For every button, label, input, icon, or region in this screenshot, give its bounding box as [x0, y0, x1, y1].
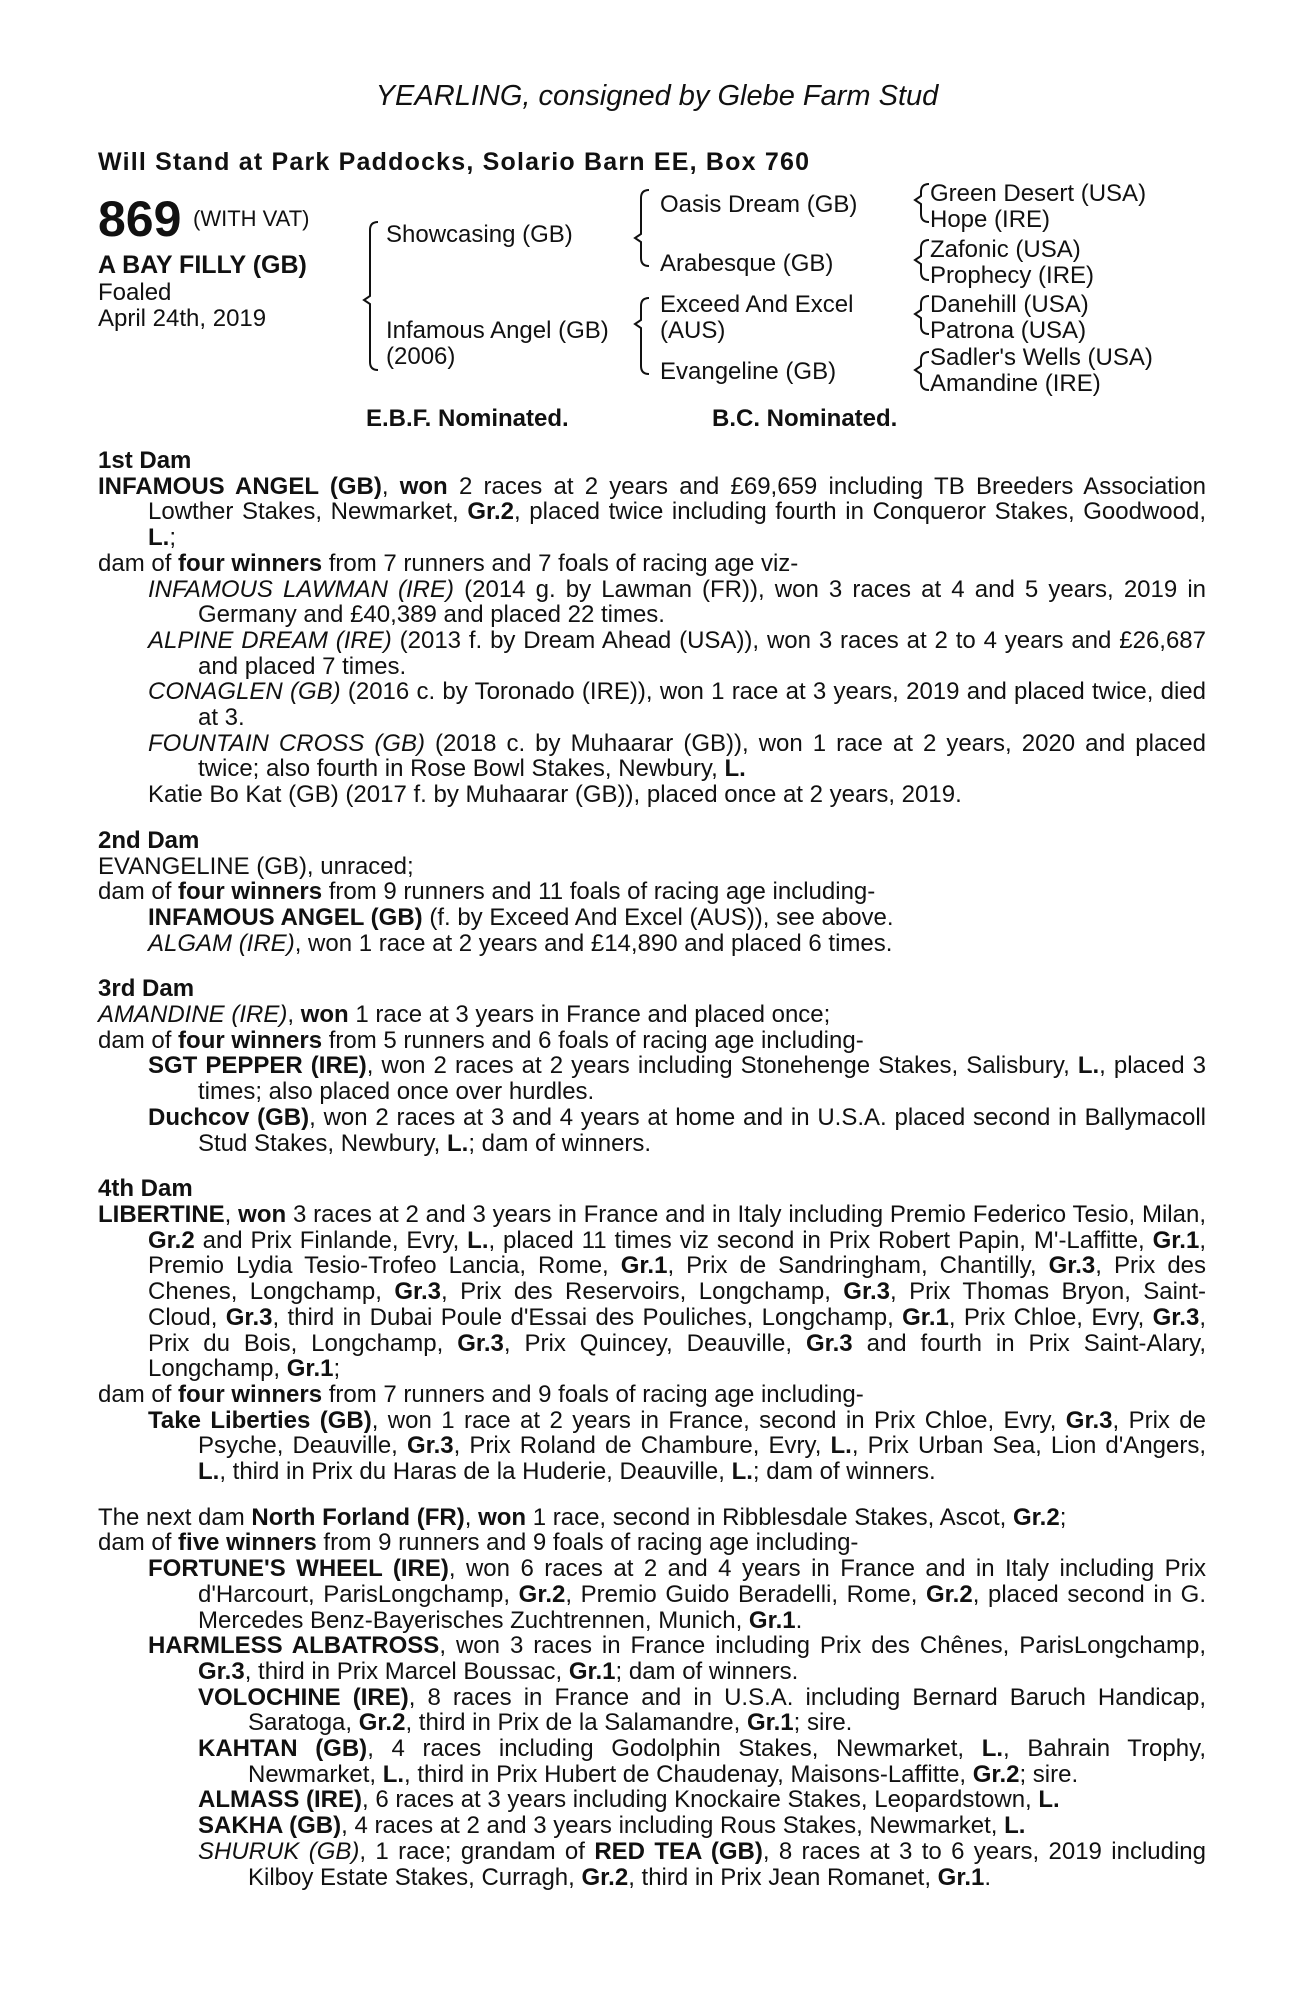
pedigree-g5: Danehill (USA)	[930, 291, 1089, 318]
won-label: won	[399, 472, 448, 500]
pedigree-sire-sire: Oasis Dream (GB)	[660, 191, 858, 218]
fourth-dam-heading: 4th Dam	[98, 1175, 193, 1203]
lot-name: A BAY FILLY (GB)	[98, 251, 307, 279]
first-dam-name: INFAMOUS ANGEL (GB)	[98, 472, 382, 500]
produce-entry: Take Liberties (GB), won 1 race at 2 years in France, second in Prix Chloe, Evry, Gr.3, Prix de Psyche, Deauville, Gr.3, Prix Roland de Chambure, Evry, L., Prix Urban Sea, Lion d'Angers, L., third in Prix du Haras de la Huderie, Deauville, L.; dam of winners.	[148, 1406, 1207, 1486]
foaled-label: Foaled	[98, 279, 172, 306]
page-title: YEARLING, consigned by Glebe Farm Stud	[375, 80, 939, 112]
produce-entry: SGT PEPPER (IRE), won 2 races at 2 years including Stonehenge Stakes, Salisbury, L., placed 3 times; also placed once over hurdles.	[148, 1052, 1206, 1106]
foaled-date: April 24th, 2019	[98, 305, 267, 332]
ebf-nominated: E.B.F. Nominated.	[366, 405, 569, 432]
pedigree-g6: Patrona (USA)	[930, 317, 1087, 344]
third-dam-record: AMANDINE (IRE), won 1 race at 3 years in France and placed once;	[98, 1001, 831, 1029]
produce-entry: ALGAM (IRE), won 1 race at 2 years and £14,890 and placed 6 times.	[148, 929, 893, 957]
first-dam-record: INFAMOUS ANGEL (GB), won 2 races at 2 years and £69,659 including TB Breeders Association Lowther Stakes, Newmarket, Gr.2, placed twice including fourth in Conqueror Stakes, Goodwood, L.;	[98, 472, 1207, 552]
second-dam-produce-summary: dam of four winners from 9 runners and 11 foals of racing age including-	[98, 878, 876, 906]
produce-entry: HARMLESS ALBATROSS, won 3 races in France including Prix des Chênes, ParisLongchamp, Gr.3, third in Prix Marcel Boussac, Gr.1; dam of winners.	[148, 1632, 1207, 1685]
fourth-dam-produce-summary: dam of four winners from 7 runners and 9 foals of racing age including-	[98, 1380, 864, 1408]
produce-entry: FORTUNE'S WHEEL (IRE), won 6 races at 2 and 4 years in France and in Italy including Prix d'Harcourt, ParisLongchamp, Gr.2, Premio Guido Beradelli, Rome, Gr.2, placed second in G. Mercedes Benz-Bayerisches Zuchtrennen, Munich, Gr.1.	[148, 1555, 1207, 1634]
produce-entry: INFAMOUS ANGEL (GB) (f. by Exceed And Excel (AUS)), see above.	[148, 903, 894, 931]
produce-entry: FOUNTAIN CROSS (GB) (2018 c. by Muhaarar (GB)), won 1 race at 2 years, 2020 and placed twice; also fourth in Rose Bowl Stakes, Newbury, L.	[148, 729, 1206, 783]
third-dam-produce-summary: dam of four winners from 5 runners and 6 foals of racing age including-	[98, 1026, 864, 1054]
produce-entry: Duchcov (GB), won 2 races at 3 and 4 years at home and in U.S.A. placed second in Ballymacoll Stud Stakes, Newbury, L.; dam of winners.	[148, 1103, 1206, 1157]
pedigree-dam: Infamous Angel (GB)	[386, 317, 609, 344]
pedigree-dam-sire-country: (AUS)	[660, 317, 726, 344]
pedigree-sire-dam: Arabesque (GB)	[660, 250, 834, 277]
pedigree-g2: Hope (IRE)	[930, 206, 1051, 233]
second-dam-record: EVANGELINE (GB), unraced;	[98, 852, 414, 880]
next-dam-record: The next dam North Forland (FR), won 1 race, second in Ribblesdale Stakes, Ascot, Gr.2;	[98, 1503, 1067, 1531]
produce-entry: INFAMOUS LAWMAN (IRE) (2014 g. by Lawman (FR)), won 3 races at 4 and 5 years, 2019 in Germany and £40,389 and placed 22 times.	[148, 575, 1207, 629]
pedigree-sire: Showcasing (GB)	[386, 221, 573, 248]
first-dam-produce-summary: dam of four winners from 7 runners and 7 foals of racing age viz-	[98, 549, 799, 577]
stand-location: Will Stand at Park Paddocks, Solario Barn EE, Box 760	[98, 148, 811, 176]
fourth-dam-record: LIBERTINE, won 3 races at 2 and 3 years in France and in Italy including Premio Federico Tesio, Milan, Gr.2 and Prix Finlande, Evry, L., placed 11 times viz second in Prix Robert Papin, M'-Laffitte, Gr.1, Premio Lydia Tesio-Trofeo Lancia, Rome, Gr.1, Prix de Sandringham, Chantilly, Gr.3, Prix des Chenes, Longchamp, Gr.3, Prix des Reservoirs, Longchamp, Gr.3, Prix Thomas Bryon, Saint-Cloud, Gr.3, third in Dubai Poule d'Essai des Pouliches, Longchamp, Gr.1, Prix Chloe, Evry, Gr.3, Prix du Bois, Longchamp, Gr.3, Prix Quincey, Deauville, Gr.3 and fourth in Prix Saint-Alary, Longchamp, Gr.1;	[98, 1200, 1207, 1383]
vat-note: (WITH VAT)	[193, 206, 310, 231]
first-dam-heading: 1st Dam	[98, 447, 192, 474]
pedigree-g8: Amandine (IRE)	[930, 370, 1101, 397]
produce-entry: ALPINE DREAM (IRE) (2013 f. by Dream Ahead (USA)), won 3 races at 2 to 4 years and £26,687 and placed 7 times.	[148, 626, 1206, 680]
second-dam-heading: 2nd Dam	[98, 826, 200, 854]
pedigree-g4: Prophecy (IRE)	[930, 262, 1095, 289]
pedigree-brackets	[0, 0, 1314, 440]
pedigree-dam-year: (2006)	[386, 343, 456, 370]
pedigree-g7: Sadler's Wells (USA)	[930, 344, 1153, 371]
produce-entry: VOLOCHINE (IRE), 8 races in France and in U.S.A. including Bernard Baruch Handicap, Saratoga, Gr.2, third in Prix de la Salamandre, Gr.1; sire.	[198, 1683, 1206, 1737]
produce-entry: Katie Bo Kat (GB) (2017 f. by Muhaarar (GB)), placed once at 2 years, 2019.	[148, 781, 962, 809]
third-dam-heading: 3rd Dam	[98, 975, 195, 1003]
pedigree-g1: Green Desert (USA)	[930, 180, 1147, 207]
pedigree-dam-dam: Evangeline (GB)	[660, 358, 837, 385]
produce-entry: KAHTAN (GB), 4 races including Godolphin Stakes, Newmarket, L., Bahrain Trophy, Newmarket, L., third in Prix Hubert de Chaudenay, Maisons-Laffitte, Gr.2; sire.	[198, 1735, 1206, 1788]
bc-nominated: B.C. Nominated.	[712, 405, 898, 432]
pedigree-dam-sire: Exceed And Excel	[660, 291, 854, 318]
next-dam-produce-summary: dam of five winners from 9 runners and 9 foals of racing age including-	[98, 1529, 859, 1557]
lot-number: 869	[98, 191, 182, 247]
produce-entry: ALMASS (IRE), 6 races at 3 years including Knockaire Stakes, Leopardstown, L.	[198, 1786, 1060, 1814]
produce-entry: SHURUK (GB), 1 race; grandam of RED TEA (GB), 8 races at 3 to 6 years, 2019 including Kilboy Estate Stakes, Curragh, Gr.2, third in Prix Jean Romanet, Gr.1.	[198, 1837, 1207, 1891]
produce-entry: SAKHA (GB), 4 races at 2 and 3 years including Rous Stakes, Newmarket, L.	[198, 1812, 1026, 1840]
produce-entry: CONAGLEN (GB) (2016 c. by Toronado (IRE)), won 1 race at 3 years, 2019 and placed twice, died at 3.	[148, 678, 1206, 732]
catalogue-body	[98, 448, 1206, 1890]
pedigree-g3: Zafonic (USA)	[930, 236, 1081, 263]
